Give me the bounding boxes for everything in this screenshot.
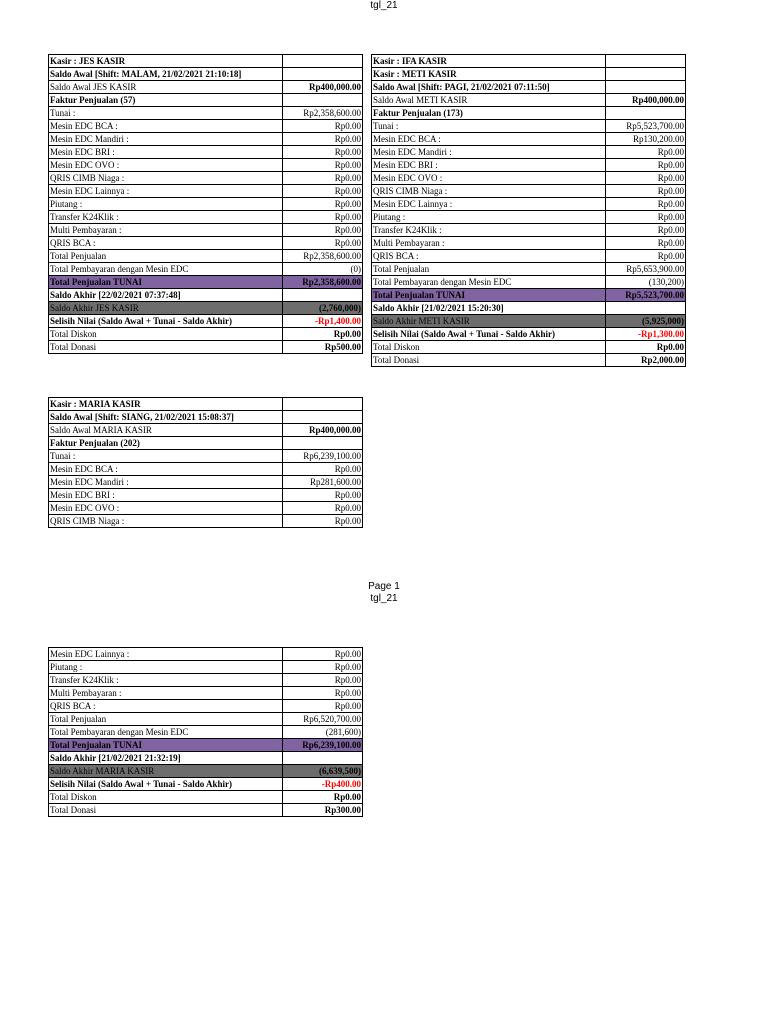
table-row (49, 107, 363, 120)
table-row: Saldo Akhir [21/02/2021 21:32:19] (49, 752, 363, 765)
row-value: Rp6,239,100.00 (283, 450, 363, 463)
row-value: Rp0.00 (606, 224, 686, 237)
table-row (49, 68, 363, 81)
table-row (49, 133, 363, 146)
row-value: Rp0.00 (283, 159, 363, 172)
row-value: Rp0.00 (283, 198, 363, 211)
ifa-kasir-table (371, 54, 686, 367)
table-row (49, 159, 363, 172)
kasir-name: Kasir : JES KASIR (49, 55, 283, 68)
row-label: Mesin EDC Mandiri : (49, 133, 283, 146)
row-label: Mesin EDC BRI : (372, 159, 606, 172)
table-row: Selisih Nilai (Saldo Awal + Tunai - Saldo Akhir) -Rp400.00 (50, 778, 361, 789)
table-row (49, 120, 363, 133)
row-label: Total Penjualan (49, 250, 283, 263)
row-value: Rp0.00 (283, 237, 363, 250)
row-label: Multi Pembayaran : (49, 687, 283, 700)
row-value: Rp0.00 (606, 237, 686, 250)
kasir-name: Kasir : IFA KASIR (372, 55, 606, 68)
table-row (49, 648, 363, 661)
row-label: Mesin EDC OVO : (372, 172, 606, 185)
row-value: Rp0.00 (606, 198, 686, 211)
row-label: Mesin EDC BCA : (49, 120, 283, 133)
kasir-name-2: Kasir : METI KASIR (372, 68, 606, 81)
table-row (372, 120, 686, 133)
row-value: Rp0.00 (606, 159, 686, 172)
row-label: Tunai : (49, 107, 283, 120)
table-row (372, 224, 686, 237)
table-row: Saldo Akhir JES KASIR (2,760,000) (50, 302, 361, 313)
page2-header: tgl_21 (370, 593, 398, 604)
row-value: Rp2,358,600.00 (283, 250, 363, 263)
row-value: Rp5,653,900.00 (606, 263, 686, 276)
page-footer: Page 1 (368, 581, 400, 592)
table-row (49, 687, 363, 700)
table-row (49, 198, 363, 211)
table-row (372, 250, 686, 263)
row-label: Mesin EDC Mandiri : (372, 146, 606, 159)
row-value: (130,200) (606, 276, 686, 289)
table-row: Total Penjualan TUNAI Rp5,523,700.00 (373, 289, 684, 300)
table-row (49, 211, 363, 224)
table-row: Total Donasi Rp300.00 (50, 804, 361, 815)
table-row (372, 211, 686, 224)
table-row: Saldo Akhir METI KASIR (5,925,000) (373, 315, 684, 326)
table-row (49, 185, 363, 198)
row-label: Mesin EDC OVO : (49, 159, 283, 172)
table-row (49, 515, 363, 528)
row-label: Total Pembayaran dengan Mesin EDC (49, 726, 283, 739)
table-row (49, 674, 363, 687)
table-row (49, 450, 363, 463)
table-row: Total Diskon Rp0.00 (373, 341, 684, 352)
page1-header: tgl_21 (370, 0, 398, 11)
table-row (372, 185, 686, 198)
shift-info: Saldo Awal [Shift: SIANG, 21/02/2021 15:08:37] (49, 411, 283, 424)
jes-kasir-table (48, 54, 363, 354)
table-row: Total Penjualan TUNAI Rp6,239,100.00 (50, 739, 361, 750)
row-value: Rp0.00 (606, 172, 686, 185)
table-row: Total Diskon Rp0.00 (50, 791, 361, 802)
row-value: Rp0.00 (283, 224, 363, 237)
row-label: Transfer K24Klik : (372, 224, 606, 237)
row-label: QRIS CIMB Niaga : (49, 172, 283, 185)
table-row: Total Donasi Rp2,000.00 (373, 354, 684, 365)
row-value: Rp6,520,700.00 (283, 713, 363, 726)
row-value: Rp0.00 (283, 687, 363, 700)
row-label: Total Pembayaran dengan Mesin EDC (372, 276, 606, 289)
table-row: Faktur Penjualan (57) (49, 94, 363, 107)
table-row: Total Diskon Rp0.00 (50, 328, 361, 339)
row-value: Rp0.00 (283, 185, 363, 198)
row-label: QRIS BCA : (49, 700, 283, 713)
maria-kasir-table-continued (48, 647, 363, 817)
shift-info: Saldo Awal [Shift: PAGI, 21/02/2021 07:11:50] (372, 81, 606, 94)
table-row: Saldo Akhir [22/02/2021 07:37:48] (49, 289, 363, 302)
row-label: Mesin EDC BCA : (49, 463, 283, 476)
row-label: Total Penjualan (49, 713, 283, 726)
table-row (49, 726, 363, 739)
table-row (372, 159, 686, 172)
row-label: Mesin EDC Lainnya : (49, 648, 283, 661)
row-value: Rp0.00 (283, 172, 363, 185)
table-row (49, 398, 363, 411)
row-label: QRIS CIMB Niaga : (372, 185, 606, 198)
table-row (372, 198, 686, 211)
row-label: QRIS BCA : (372, 250, 606, 263)
table-row: Saldo Akhir [21/02/2021 15:20:30] (372, 302, 686, 315)
table-row: Total Donasi Rp500.00 (50, 341, 361, 352)
row-label: Piutang : (49, 661, 283, 674)
table-row: Saldo Akhir MARIA KASIR (6,639,500) (50, 765, 361, 776)
row-label: Mesin EDC BRI : (49, 489, 283, 502)
row-value: Rp2,358,600.00 (283, 107, 363, 120)
table-row (49, 502, 363, 515)
row-label: Piutang : (372, 211, 606, 224)
table-row (49, 713, 363, 726)
row-label: Piutang : (49, 198, 283, 211)
row-value: (0) (283, 263, 363, 276)
row-value: Rp0.00 (606, 146, 686, 159)
table-row (49, 263, 363, 276)
table-row (372, 68, 686, 81)
shift-info: Saldo Awal [Shift: MALAM, 21/02/2021 21:10:18] (49, 68, 283, 81)
row-label: Mesin EDC OVO : (49, 502, 283, 515)
table-row: Faktur Penjualan (202) (49, 437, 363, 450)
table-row (372, 263, 686, 276)
table-row (372, 133, 686, 146)
row-label: Mesin EDC BCA : (372, 133, 606, 146)
table-row (372, 146, 686, 159)
table-row (49, 172, 363, 185)
row-value: Rp0.00 (283, 489, 363, 502)
row-value: Rp0.00 (283, 515, 363, 528)
row-label: Mesin EDC BRI : (49, 146, 283, 159)
table-row (372, 55, 686, 68)
table-row (49, 237, 363, 250)
row-label: QRIS CIMB Niaga : (49, 515, 283, 528)
row-value: Rp0.00 (606, 250, 686, 263)
row-value: Rp0.00 (283, 133, 363, 146)
row-label: Tunai : (372, 120, 606, 133)
table-row (49, 700, 363, 713)
row-label: Mesin EDC Mandiri : (49, 476, 283, 489)
row-value: Rp0.00 (283, 211, 363, 224)
row-label: Transfer K24Klik : (49, 674, 283, 687)
maria-kasir-table (48, 397, 363, 528)
row-value: Rp0.00 (283, 146, 363, 159)
row-value: Rp0.00 (606, 185, 686, 198)
table-row (49, 411, 363, 424)
row-label: Mesin EDC Lainnya : (49, 185, 283, 198)
row-value: Rp0.00 (283, 120, 363, 133)
table-row: Total Penjualan TUNAI Rp2,358,600.00 (50, 276, 361, 287)
table-row (372, 237, 686, 250)
table-row: Selisih Nilai (Saldo Awal + Tunai - Saldo Akhir) -Rp1,300.00 (373, 328, 684, 339)
table-row: Selisih Nilai (Saldo Awal + Tunai - Saldo Akhir) -Rp1,400.00 (50, 315, 361, 326)
table-row (372, 172, 686, 185)
kasir-name: Kasir : MARIA KASIR (49, 398, 283, 411)
table-row (49, 463, 363, 476)
table-row (49, 224, 363, 237)
row-label: Transfer K24Klik : (49, 211, 283, 224)
table-row (49, 146, 363, 159)
row-value: Rp0.00 (283, 674, 363, 687)
table-row (49, 476, 363, 489)
table-row (49, 489, 363, 502)
row-label: Mesin EDC Lainnya : (372, 198, 606, 211)
row-value: Rp5,523,700.00 (606, 120, 686, 133)
table-row (49, 55, 363, 68)
row-value: Rp0.00 (283, 661, 363, 674)
table-row (49, 250, 363, 263)
row-label: Tunai : (49, 450, 283, 463)
row-value: Rp0.00 (283, 463, 363, 476)
row-label: Total Penjualan (372, 263, 606, 276)
table-row: Saldo Awal METI KASIR Rp400,000.00 (373, 94, 684, 105)
row-label: Total Pembayaran dengan Mesin EDC (49, 263, 283, 276)
row-value: Rp281,600.00 (283, 476, 363, 489)
table-row: Saldo Awal JES KASIR Rp400,000.00 (50, 81, 361, 92)
row-label: QRIS BCA : (49, 237, 283, 250)
row-label: Multi Pembayaran : (372, 237, 606, 250)
row-label: Multi Pembayaran : (49, 224, 283, 237)
row-value: Rp0.00 (283, 700, 363, 713)
row-value: Rp0.00 (283, 648, 363, 661)
row-value: (281,600) (283, 726, 363, 739)
table-row (372, 81, 686, 94)
table-row: Saldo Awal MARIA KASIR Rp400,000.00 (50, 424, 361, 435)
table-row (49, 661, 363, 674)
row-value: Rp130,200.00 (606, 133, 686, 146)
table-row (372, 276, 686, 289)
row-value: Rp0.00 (606, 211, 686, 224)
table-row: Faktur Penjualan (173) (372, 107, 686, 120)
row-value: Rp0.00 (283, 502, 363, 515)
